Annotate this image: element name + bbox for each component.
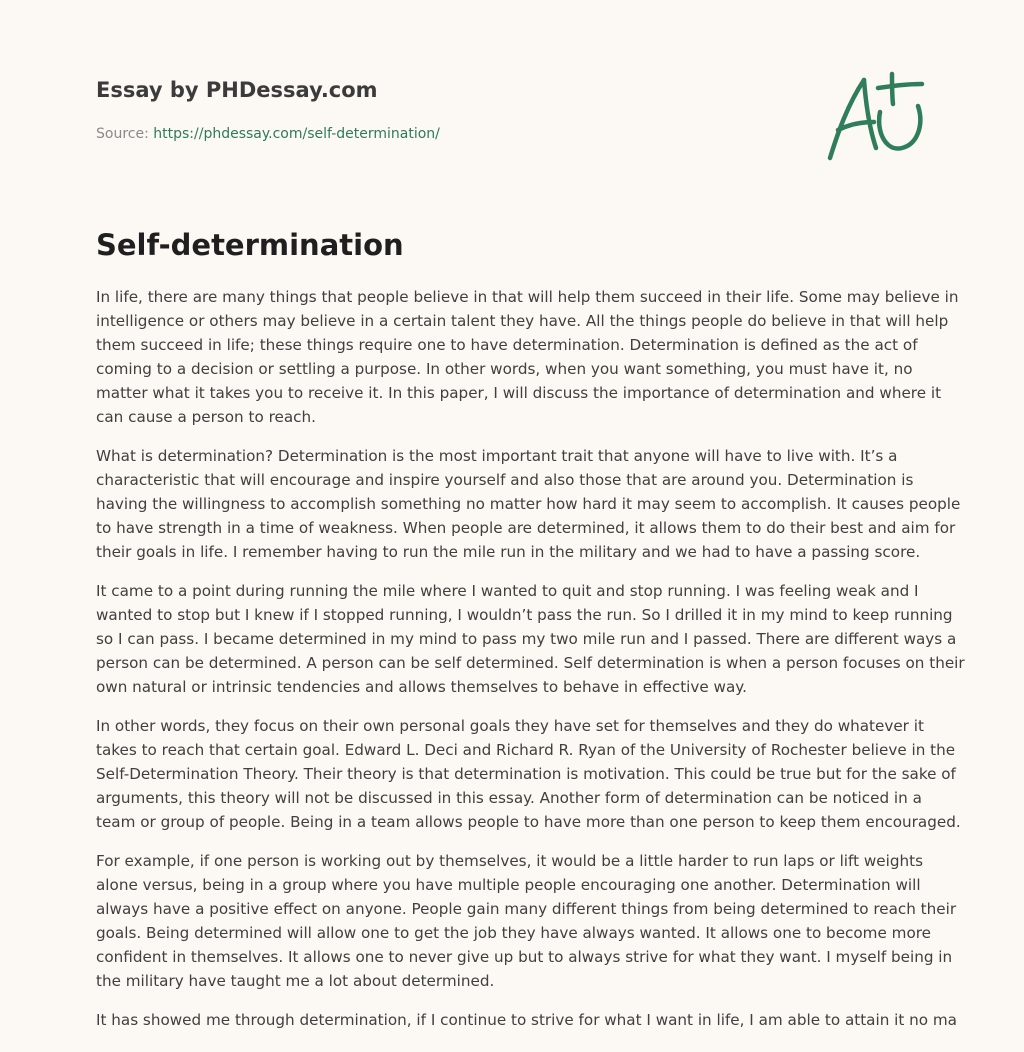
paragraph-line: Self-Determination Theory. Their theory is that determination is motivation. This could be true but for the sake of <box>96 765 956 783</box>
paragraph-line: coming to a decision or settling a purpose. In other words, when you want something, you must have it, no <box>96 360 913 378</box>
paragraph-line: own natural or intrinsic tendencies and allows themselves to behave in effective way. <box>96 678 747 696</box>
source-link[interactable]: https://phdessay.com/self-determination/ <box>153 126 440 142</box>
paragraph-line: person can be determined. A person can be self determined. Self determination is when a person focuses on their <box>96 654 965 672</box>
paragraph-line: goals. Being determined will allow one to get the job they have always wanted. It allows one to become more <box>96 924 931 942</box>
paragraph-line: intelligence or others may believe in a certain talent they have. All the things people do believe in that will help <box>96 312 949 330</box>
paragraph-line: characteristic that will encourage and inspire yourself and also those that are around you. Determination is <box>96 471 914 489</box>
source-line <box>96 124 796 144</box>
paragraph-line: them succeed in life; these things require one to have determination. Determination is defined as the act of <box>96 336 918 354</box>
paragraph-line: confident in themselves. It allows one to never give up but to always strive for what they want. I myself being in <box>96 948 953 966</box>
paragraph-line: team or group of people. Being in a team allows people to have more than one person to keep them encouraged. <box>96 813 961 831</box>
paragraph-line: their goals in life. I remember having to run the mile run in the military and we had to have a passing score. <box>96 543 921 561</box>
paragraph-line: having the willingness to accomplish something no matter how hard it may seem to accomplish. It causes people <box>96 495 961 513</box>
page-title: Self-determination <box>96 228 404 262</box>
paragraph-line: What is determination? Determination is the most important trait that anyone will have to live with. It’s a <box>96 447 898 465</box>
source-label: Source: <box>96 126 154 142</box>
paragraph-line: For example, if one person is working out by themselves, it would be a little harder to run laps or lift weights <box>96 852 923 870</box>
essay-header <box>96 74 796 144</box>
essay-paragraph <box>96 849 957 993</box>
paragraph-line: so I can pass. I became determined in my mind to pass my two mile run and I passed. There are different ways a <box>96 630 957 648</box>
essay-body <box>96 285 965 1047</box>
a-plus-icon <box>820 66 930 166</box>
paragraph-line: It came to a point during running the mile where I wanted to quit and stop running. I was feeling weak and I <box>96 582 919 600</box>
paragraph-line: matter what it takes you to receive it. In this paper, I will discuss the importance of determination and where it <box>96 384 942 402</box>
paragraph-line: the military have taught me a lot about determined. <box>96 972 495 990</box>
paragraph-line: always have a positive effect on anyone. People gain many different things from being determined to reach their <box>96 900 957 918</box>
paragraph-line: wanted to stop but I knew if I stopped running, I wouldn’t pass the run. So I drilled it in my mind to keep running <box>96 606 953 624</box>
paragraph-line: can cause a person to reach. <box>96 408 316 426</box>
paragraph-line: to have strength in a time of weakness. When people are determined, it allows them to do their best and aim for <box>96 519 956 537</box>
essay-paragraph <box>96 579 965 699</box>
paragraph-line: In life, there are many things that people believe in that will help them succeed in their life. Some may believe in <box>96 288 959 306</box>
paragraph-line: In other words, they focus on their own personal goals they have set for themselves and they do whatever it <box>96 717 924 735</box>
essay-paragraph <box>96 285 959 429</box>
essay-paragraph <box>96 444 961 564</box>
paragraph-line: alone versus, being in a group where you have multiple people encouraging one another. Determination will <box>96 876 921 894</box>
essay-paragraph <box>96 1008 957 1032</box>
paragraph-line: It has showed me through determination, if I continue to strive for what I want in life, I am able to attain it no ma <box>96 1011 957 1029</box>
brand-title: Essay by PHDessay.com <box>96 78 378 102</box>
essay-paragraph <box>96 714 961 834</box>
paragraph-line: arguments, this theory will not be discussed in this essay. Another form of determination can be noticed in a <box>96 789 922 807</box>
paragraph-line: takes to reach that certain goal. Edward L. Deci and Richard R. Ryan of the University of Rochester believe in the <box>96 741 956 759</box>
